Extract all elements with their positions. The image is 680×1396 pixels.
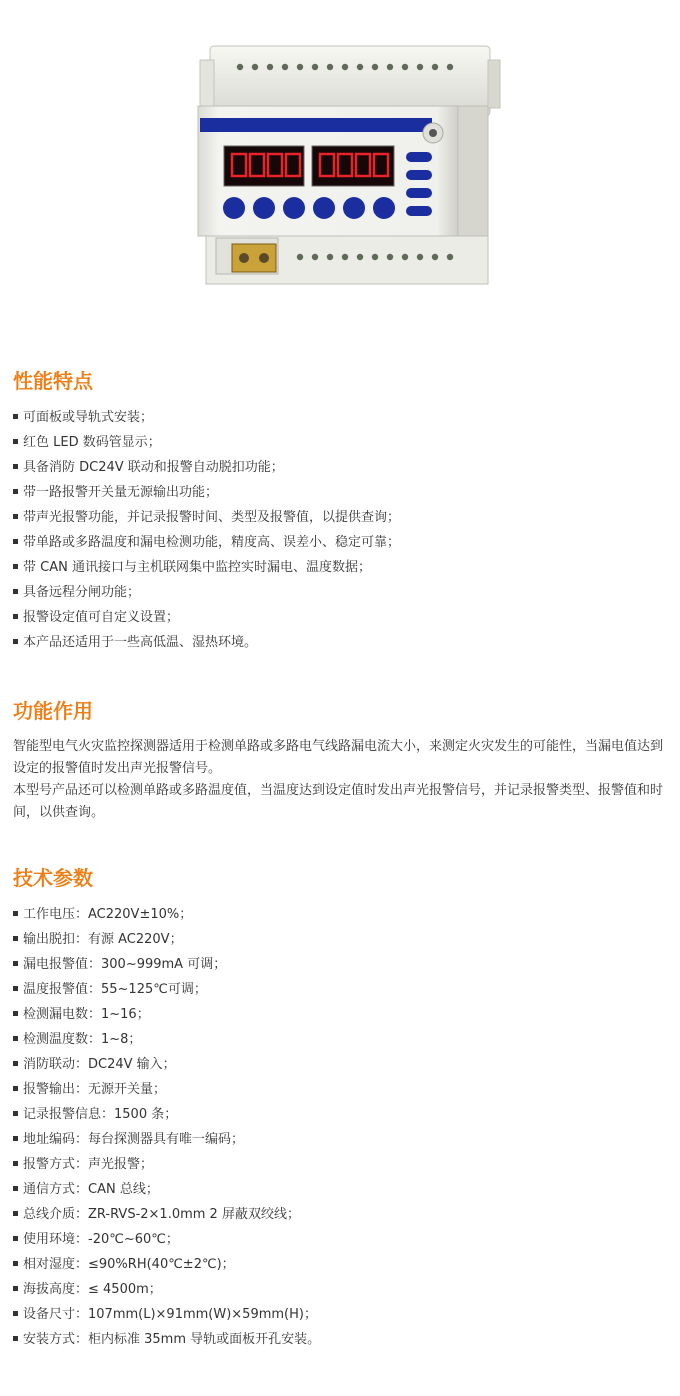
power-terminal (232, 244, 276, 272)
list-item-text: 可面板或导轨式安装； (23, 410, 154, 425)
list-item-text: 地址编码：每台探测器具有唯一编码； (23, 1132, 245, 1147)
list-item (13, 1227, 320, 1252)
list-item (13, 1202, 320, 1227)
square-bullet-icon (13, 1111, 18, 1116)
list-item-text: 使用环境：-20℃~60℃； (23, 1232, 179, 1247)
list-item-text: 记录报警信息：1500 条； (23, 1107, 178, 1122)
panel-stripe (200, 118, 432, 132)
square-bullet-icon (13, 614, 18, 619)
top-terminals (237, 64, 453, 70)
product-image (192, 40, 502, 290)
list-item-text: 带 CAN 通讯接口与主机联网集中监控实时漏电、温度数据； (23, 560, 371, 575)
list-item (13, 455, 400, 480)
features-list (13, 405, 400, 655)
list-item-text: 本产品还适用于一些高低温、湿热环境。 (23, 635, 258, 650)
square-bullet-icon (13, 1236, 18, 1241)
list-item (13, 1302, 320, 1327)
square-bullet-icon (13, 1161, 18, 1166)
list-item (13, 977, 320, 1002)
list-item (13, 630, 400, 655)
square-bullet-icon (13, 1211, 18, 1216)
square-bullet-icon (13, 514, 18, 519)
list-item-text: 通信方式：CAN 总线； (23, 1182, 159, 1197)
square-bullet-icon (13, 1336, 18, 1341)
features-title: 性能特点 (13, 369, 93, 393)
square-bullet-icon (13, 639, 18, 644)
list-item (13, 580, 400, 605)
square-bullet-icon (13, 1286, 18, 1291)
list-item-text: 带一路报警开关量无源输出功能； (23, 485, 219, 500)
list-item-text: 总线介质：ZR-RVS-2×1.0mm 2 屏蔽双绞线； (23, 1207, 300, 1222)
square-bullet-icon (13, 1036, 18, 1041)
square-bullet-icon (13, 1311, 18, 1316)
list-item-text: 海拔高度：≤ 4500m； (23, 1282, 162, 1297)
list-item-text: 安装方式：柜内标准 35mm 导轨或面板开孔安装。 (23, 1332, 321, 1347)
list-item (13, 480, 400, 505)
list-item-text: 设备尺寸：107mm(L)×91mm(W)×59mm(H)； (23, 1307, 317, 1322)
list-item (13, 1327, 320, 1352)
functions-body (13, 736, 673, 824)
list-item-text: 具备消防 DC24V 联动和报警自动脱扣功能； (23, 460, 284, 475)
square-bullet-icon (13, 1011, 18, 1016)
square-bullet-icon (13, 539, 18, 544)
list-item (13, 902, 320, 927)
list-item-text: 带声光报警功能，并记录报警时间、类型及报警值，以提供查询； (23, 510, 401, 525)
list-item-text: 带单路或多路温度和漏电检测功能，精度高、误差小、稳定可靠； (23, 535, 401, 550)
specs-list (13, 902, 320, 1352)
square-bullet-icon (13, 986, 18, 991)
square-bullet-icon (13, 1136, 18, 1141)
list-item (13, 1052, 320, 1077)
list-item (13, 1002, 320, 1027)
list-item (13, 530, 400, 555)
square-bullet-icon (13, 936, 18, 941)
list-item (13, 1027, 320, 1052)
list-item (13, 927, 320, 952)
list-item-text: 漏电报警值：300~999mA 可调； (23, 957, 227, 972)
list-item-text: 报警输出：无源开关量； (23, 1082, 167, 1097)
list-item (13, 1152, 320, 1177)
functions-paragraph: 本型号产品还可以检测单路或多路温度值，当温度达到设定值时发出声光报警信号，并记录报警类型、报警值和时间，以供查询。 (13, 783, 664, 820)
square-bullet-icon (13, 564, 18, 569)
list-item-text: 报警设定值可自定义设置； (23, 610, 180, 625)
buzzer-hole (429, 129, 437, 137)
square-bullet-icon (13, 961, 18, 966)
list-item (13, 1077, 320, 1102)
list-item-text: 相对湿度：≤90%RH(40℃±2℃)； (23, 1257, 235, 1272)
square-bullet-icon (13, 414, 18, 419)
list-item (13, 1252, 320, 1277)
square-bullet-icon (13, 1061, 18, 1066)
list-item-text: 检测温度数：1~8； (23, 1032, 142, 1047)
square-bullet-icon (13, 1261, 18, 1266)
list-item-text: 具备远程分闸功能； (23, 585, 141, 600)
square-bullet-icon (13, 911, 18, 916)
list-item (13, 1102, 320, 1127)
list-item-text: 温度报警值：55~125℃可调； (23, 982, 207, 997)
list-item (13, 1277, 320, 1302)
square-bullet-icon (13, 439, 18, 444)
list-item-text: 工作电压：AC220V±10%； (23, 907, 193, 922)
functions-title: 功能作用 (13, 699, 93, 723)
list-item-text: 红色 LED 数码管显示； (23, 435, 161, 450)
list-item-text: 报警方式：声光报警； (23, 1157, 154, 1172)
list-item (13, 405, 400, 430)
square-bullet-icon (13, 489, 18, 494)
square-bullet-icon (13, 1186, 18, 1191)
list-item (13, 952, 320, 977)
functions-paragraph: 智能型电气火灾监控探测器适用于检测单路或多路电气线路漏电流大小，来测定火灾发生的可能性，当漏电值达到设定的报警值时发出声光报警信号。 (13, 739, 664, 776)
list-item-text: 消防联动：DC24V 输入； (23, 1057, 176, 1072)
square-bullet-icon (13, 589, 18, 594)
list-item (13, 430, 400, 455)
list-item (13, 555, 400, 580)
square-bullet-icon (13, 1086, 18, 1091)
list-item (13, 505, 400, 530)
list-item (13, 605, 400, 630)
specs-title: 技术参数 (13, 866, 93, 890)
list-item (13, 1127, 320, 1152)
square-bullet-icon (13, 464, 18, 469)
list-item (13, 1177, 320, 1202)
list-item-text: 输出脱扣：有源 AC220V； (23, 932, 183, 947)
list-item-text: 检测漏电数：1~16； (23, 1007, 150, 1022)
